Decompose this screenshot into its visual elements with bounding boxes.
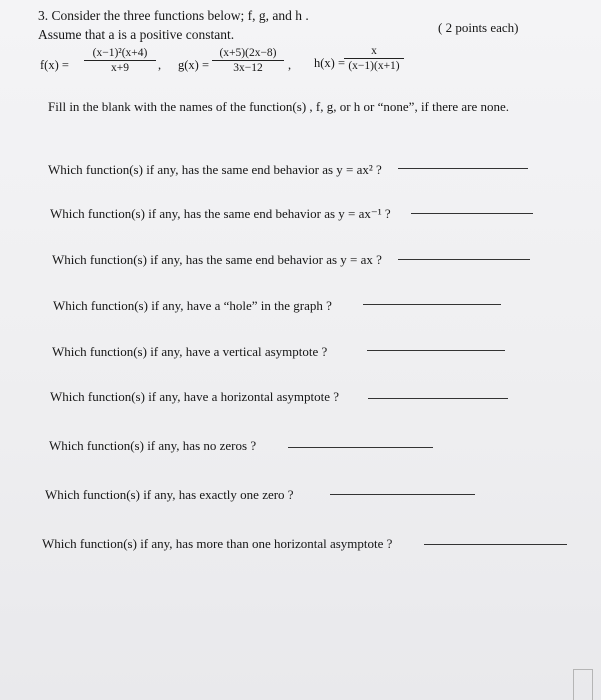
h-fraction [344,44,404,73]
g-fraction [212,46,284,75]
f-fraction [84,46,156,75]
f-denominator: x+9 [111,62,129,74]
g-numerator: (x+5)(2x−8) [219,47,277,59]
question-6: Which function(s) if any, have a horizontal asymptote ? [50,389,340,404]
answer-blank-4[interactable] [363,304,501,305]
answer-blank-1[interactable] [398,168,528,169]
answer-blank-3[interactable] [398,259,530,260]
question-3: Which function(s) if any, has the same end behavior as y = ax ? [52,252,382,267]
comma: , [158,58,162,72]
answer-blank-9[interactable] [424,544,567,545]
answer-blank-7[interactable] [288,447,433,448]
h-lhs: h(x) = [314,56,345,70]
question-1: Which function(s) if any, has the same end behavior as y = ax² ? [48,162,382,177]
question-9: Which function(s) if any, has more than one horizontal asymptote ? [42,536,393,551]
answer-blank-8[interactable] [330,494,475,495]
question-5: Which function(s) if any, have a vertical asymptote ? [52,344,328,359]
f-numerator: (x−1)²(x+4) [92,47,148,59]
page-corner-mark [573,669,593,700]
question-4: Which function(s) if any, have a “hole” in the graph ? [53,298,332,313]
g-lhs: g(x) = [178,58,209,72]
f-lhs: f(x) = [40,58,69,72]
question-2: Which function(s) if any, has the same end behavior as y = ax⁻¹ ? [50,206,391,221]
question-title: 3. Consider the three functions below; f, g, and h . [38,8,309,23]
question-8: Which function(s) if any, has exactly one zero ? [45,487,294,502]
h-denominator: (x−1)(x+1) [348,60,400,72]
answer-blank-6[interactable] [368,398,508,399]
h-numerator: x [371,45,377,57]
answer-blank-5[interactable] [367,350,505,351]
question-7: Which function(s) if any, has no zeros ? [49,438,257,453]
g-denominator: 3x−12 [233,62,263,74]
points-label: ( 2 points each) [438,20,519,35]
assumption-text: Assume that a is a positive constant. [38,27,235,42]
answer-blank-2[interactable] [411,213,533,214]
instruction-text: Fill in the blank with the names of the function(s) , f, g, or h or “none”, if there are none. [48,99,510,114]
comma: , [288,58,292,72]
